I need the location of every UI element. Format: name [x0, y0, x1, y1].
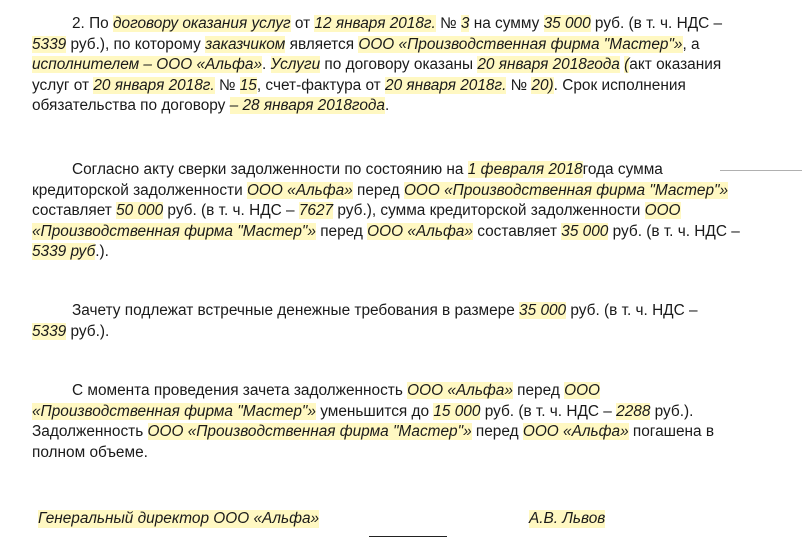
text-line [32, 96, 792, 117]
invoice-number: 20) [531, 76, 554, 94]
services-date: 20 января 2018года [477, 56, 620, 73]
plain-text: руб. (в т. ч. НДС – [566, 302, 698, 319]
text-line [32, 301, 792, 322]
plain-text: 2. По [72, 15, 114, 32]
text-line [32, 160, 792, 181]
due-date: – 28 января 2018года [229, 97, 385, 114]
company-prefix: ООО [644, 202, 681, 219]
plain-text: № [214, 76, 240, 94]
plain-text: уменьшится до [315, 402, 434, 420]
plain-text: от [290, 15, 315, 32]
text-line [32, 402, 792, 423]
plain-text: полном объеме. [32, 443, 148, 461]
creditor-name: ООО «Производственная фирма "Мастер"» [403, 181, 729, 199]
plain-text: , а [682, 35, 700, 53]
debtor-name: ООО «Альфа» [367, 222, 473, 240]
text-line [32, 201, 792, 222]
plain-text: по договору оказаны [320, 56, 478, 73]
plain-text: акт оказания [629, 56, 722, 73]
act-date: 20 января 2018г. [93, 76, 215, 94]
signature-line [369, 536, 447, 537]
offset-vat: 5339 [32, 322, 67, 340]
signatory-title: Генеральный директор ООО «Альфа» [38, 510, 320, 527]
plain-text: является [285, 35, 359, 53]
text-line [32, 222, 792, 243]
debtor-name: ООО «Альфа» [522, 423, 629, 440]
debt-vat: 7627 [298, 202, 334, 219]
vat-amount: 5339 [32, 35, 67, 53]
plain-text: руб.), сумма кредиторской задолженности [333, 202, 645, 219]
plain-text: составляет [32, 202, 117, 219]
plain-text: услуг от [32, 76, 94, 94]
plain-text: .). [95, 243, 109, 260]
paragraph-result [32, 381, 792, 463]
remaining-amount: 15 000 [433, 402, 481, 420]
paragraph-reconciliation [32, 160, 792, 263]
customer-role: заказчиком [205, 35, 286, 53]
reconciliation-date: 1 февраля 2018 [467, 161, 583, 178]
counter-debt-vat: 5339 руб [32, 243, 96, 260]
act-number: 15 [239, 76, 257, 94]
plain-text: перед [315, 222, 368, 240]
plain-text: Согласно акту сверки задолженности по состоянию на [72, 161, 468, 178]
text-line [32, 14, 792, 35]
contract-date: 12 января 2018г. [314, 15, 436, 32]
debt-amount: 50 000 [116, 202, 164, 219]
plain-text: руб. (в т. ч. НДС – [590, 15, 723, 32]
plain-text: кредиторской задолженности [32, 181, 247, 199]
invoice-date: 20 января 2018г. [385, 76, 507, 94]
plain-text: С момента проведения зачета задолженность [72, 382, 408, 399]
creditor-name: ООО «Производственная фирма "Мастер"» [147, 423, 472, 440]
plain-text: обязательства по договору [32, 97, 230, 114]
services-label: Услуги [270, 56, 321, 73]
contract-amount: 35 000 [543, 15, 591, 32]
text-line [32, 443, 792, 464]
customer-name: ООО «Производственная фирма "Мастер"» [358, 35, 683, 53]
counter-debt-amount: 35 000 [561, 222, 609, 240]
remaining-vat: 2288 [616, 402, 651, 420]
text-line [32, 181, 792, 202]
contract-number: 3 [460, 15, 470, 32]
text-line [32, 35, 792, 56]
plain-text: . Срок исполнения [553, 76, 686, 94]
plain-text: руб.). [66, 322, 110, 340]
plain-text: руб. (в т. ч. НДС – [163, 202, 299, 219]
offset-amount: 35 000 [519, 302, 567, 319]
plain-text: руб.). [650, 402, 694, 420]
text-line [32, 76, 792, 97]
text-line [32, 381, 792, 402]
plain-text: руб. (в т. ч. НДС – [608, 222, 740, 240]
plain-text: № [435, 15, 461, 32]
company-name: «Производственная фирма "Мастер"» [32, 402, 316, 420]
plain-text: перед [352, 181, 404, 199]
plain-text: составляет [472, 222, 562, 240]
plain-text: перед [512, 382, 565, 399]
plain-text: руб.), по которому [66, 35, 206, 53]
contractor-name: исполнителем – ООО «Альфа» [32, 56, 263, 73]
plain-text: погашена в [628, 423, 715, 440]
text-line [32, 322, 792, 343]
plain-text: № [506, 76, 532, 94]
plain-text: Задолженность [32, 423, 148, 440]
company-name: «Производственная фирма "Мастер"» [32, 222, 316, 240]
text-line [32, 242, 792, 263]
plain-text: года сумма [582, 161, 663, 178]
contract-type: договору оказания услуг [113, 15, 291, 32]
debtor-name: ООО «Альфа» [407, 382, 513, 399]
plain-text: . [384, 97, 390, 114]
plain-text: перед [471, 423, 523, 440]
company-prefix: ООО [564, 382, 601, 399]
paren-open: ( [624, 56, 630, 73]
plain-text: руб. (в т. ч. НДС – [480, 402, 617, 420]
text-line [32, 422, 792, 443]
debtor-name: ООО «Альфа» [246, 181, 353, 199]
plain-text: . [262, 56, 271, 73]
text-line [32, 55, 792, 76]
paragraph-offset-amount [32, 301, 792, 342]
plain-text: на сумму [469, 15, 544, 32]
signatory-name: А.В. Львов [529, 510, 606, 527]
plain-text: Зачету подлежат встречные денежные требования в размере [72, 302, 520, 319]
plain-text: , счет-фактура от [256, 76, 386, 94]
paragraph-contract-details [32, 14, 792, 117]
